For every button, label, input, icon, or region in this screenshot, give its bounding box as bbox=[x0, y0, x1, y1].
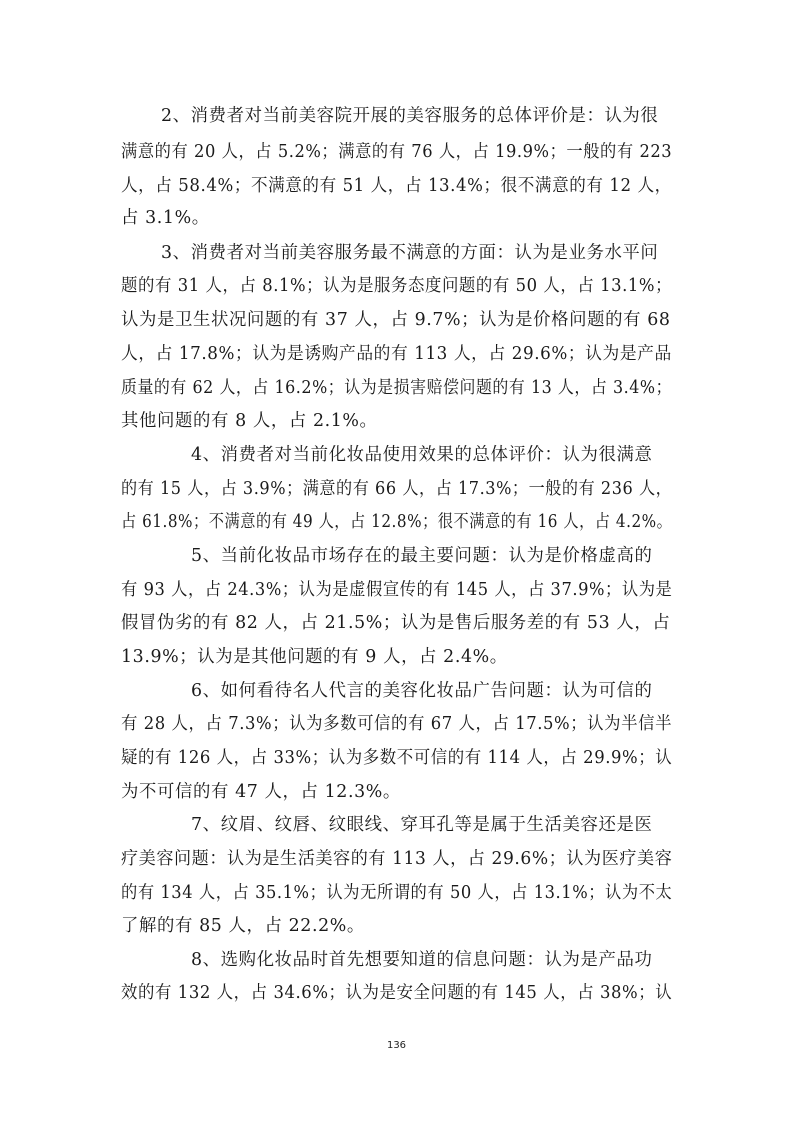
paragraph-3-line-5: 质量的有 62 人，占 16.2%；认为是损害赔偿问题的有 13 人，占 3.4%； bbox=[121, 378, 673, 398]
paragraph-7-line-4: 了解的有 85 人，占 22.2%。 bbox=[121, 916, 365, 936]
paragraph-4-line-2: 的有 15 人，占 3.9%；满意的有 66 人，占 17.3%；一般的有 236 人， bbox=[121, 479, 673, 499]
paragraph-2-line-1: 2、消费者对当前美容院开展的美容服务的总体评价是：认为很 bbox=[161, 106, 659, 126]
paragraph-8-line-1: 8、选购化妆品时首先想要知道的信息问题：认为是产品功 bbox=[191, 950, 653, 970]
paragraph-4-line-1: 4、消费者对当前化妆品使用效果的总体评价：认为很满意 bbox=[191, 445, 653, 465]
paragraph-3-line-2: 题的有 31 人，占 8.1%；认为是服务态度问题的有 50 人，占 13.1%； bbox=[121, 276, 673, 296]
paragraph-3-line-4: 人，占 17.8%；认为是诱购产品的有 113 人，占 29.6%；认为是产品 bbox=[121, 344, 672, 364]
paragraph-6-line-3: 疑的有 126 人，占 33%；认为多数不可信的有 114 人，占 29.9%；认 bbox=[121, 748, 673, 768]
paragraph-4-line-3: 占 61.8%；不满意的有 49 人，占 12.8%；很不满意的有 16 人，占 4.2%。 bbox=[121, 512, 673, 532]
paragraph-6-line-2: 有 28 人，占 7.3%；认为多数可信的有 67 人，占 17.5%；认为半信半 bbox=[121, 714, 673, 734]
paragraph-5-line-2: 有 93 人，占 24.3%；认为是虚假宣传的有 145 人，占 37.9%；认为是 bbox=[121, 580, 673, 600]
paragraph-2-line-2: 满意的有 20 人，占 5.2%；满意的有 76 人，占 19.9%；一般的有 223 bbox=[121, 142, 673, 162]
paragraph-6-line-4: 为不可信的有 47 人，占 12.3%。 bbox=[121, 782, 401, 802]
paragraph-3-line-6: 其他问题的有 8 人，占 2.1%。 bbox=[121, 411, 378, 431]
paragraph-8-line-2: 效的有 132 人，占 34.6%；认为是安全问题的有 145 人，占 38%；认 bbox=[121, 983, 673, 1003]
page-number: 136 bbox=[386, 1040, 407, 1051]
paragraph-7-line-2: 疗美容问题：认为是生活美容的有 113 人，占 29.6%；认为医疗美容 bbox=[121, 849, 673, 869]
paragraph-2-line-4: 占 3.1%。 bbox=[121, 208, 210, 228]
paragraph-3-line-3: 认为是卫生状况问题的有 37 人，占 9.7%；认为是价格问题的有 68 bbox=[121, 310, 671, 330]
paragraph-3-line-1: 3、消费者对当前美容服务最不满意的方面：认为是业务水平问 bbox=[161, 243, 659, 263]
paragraph-2-line-3: 人，占 58.4%；不满意的有 51 人，占 13.4%；很不满意的有 12 人， bbox=[121, 176, 672, 196]
paragraph-6-line-1: 6、如何看待名人代言的美容化妆品广告问题：认为可信的 bbox=[191, 681, 653, 701]
paragraph-5-line-3: 假冒伪劣的有 82 人，占 21.5%；认为是售后服务差的有 53 人，占 bbox=[121, 613, 671, 633]
paragraph-7-line-1: 7、纹眉、纹唇、纹眼线、穿耳孔等是属于生活美容还是医 bbox=[191, 815, 653, 835]
paragraph-5-line-1: 5、当前化妆品市场存在的最主要问题：认为是价格虚高的 bbox=[191, 546, 653, 566]
paragraph-7-line-3: 的有 134 人，占 35.1%；认为无所谓的有 50 人，占 13.1%；认为不太 bbox=[121, 883, 673, 903]
paragraph-5-line-4: 13.9%；认为是其他问题的有 9 人，占 2.4%。 bbox=[121, 647, 508, 667]
